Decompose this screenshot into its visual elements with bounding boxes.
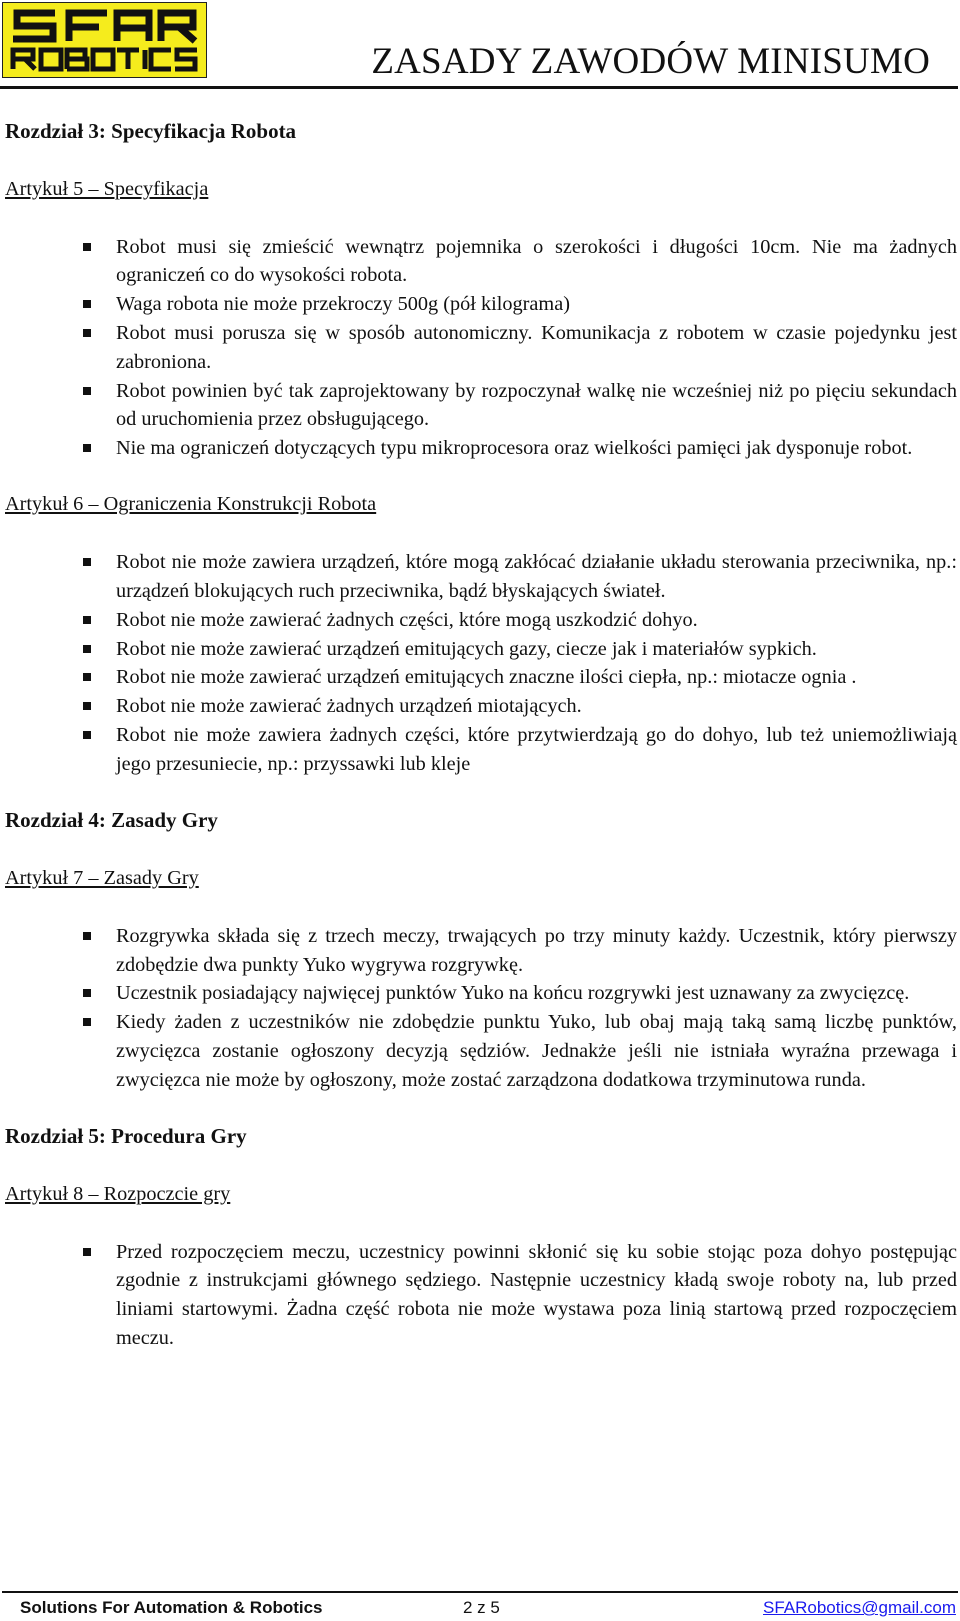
page-number: 2 z 5 [463,1598,500,1617]
logo-graphic [3,3,206,77]
list-item [5,606,957,635]
list-item [5,434,957,463]
bullet-icon [83,989,91,997]
list-item [5,548,957,606]
bullet-icon [83,616,91,624]
list-item-text: Robot nie może zawierać żadnych części, które mogą uszkodzić dohyo. [116,608,698,631]
list-item-text: Nie ma ograniczeń dotyczących typu mikroprocesora oraz wielkości pamięci jak dysponuje robot. [116,437,913,460]
list-item-text: Robot nie może zawiera żadnych części, które przytwierdzają go do dohyo, lub też uniemożliwiają jego przesuniecie, np.: przyssawki lub kleje [116,724,957,775]
list-item [5,663,957,692]
company-logo [2,2,207,78]
list-item-text: Robot musi się zmieścić wewnątrz pojemnika o szerokości i długości 10cm. Nie ma żadnych ograniczeń co do wysokości robota. [116,235,957,287]
article-heading: Artykuł 6 – Ograniczenia Konstrukcji Robota [5,493,377,516]
list-item [5,922,957,980]
chapter-heading: Rozdział 3: Specyfikacja Robota [5,119,297,143]
list-item [5,290,957,319]
bullet-list [5,922,957,1095]
spacer [5,1151,957,1180]
list-item-text: Robot nie może zawiera urządzeń, które mogą zakłócać działanie układu sterowania przeciwnika, np.: urządzeń blokujących ruch przeciwnika, bądź błyskających świateł. [116,551,957,603]
bullet-icon [83,1018,91,1026]
bullet-list [5,233,957,463]
chapter-heading: Rozdział 5: Procedura Gry [5,1124,247,1149]
list-item-text: Robot musi porusza się w sposób autonomiczny. Komunikacja z robotem w czasie pojedynku jest zabroniona. [116,321,957,373]
spacer [5,893,957,922]
article-heading: Artykuł 8 – Rozpoczcie gry [5,1182,231,1205]
spacer [5,204,957,233]
document-title: ZASADY ZAWODÓW MINISUMO [371,41,930,82]
article-heading: Artykuł 5 – Specyfikacja [5,177,209,200]
spacer [5,1209,957,1238]
list-item-text: Robot nie może zawierać żadnych urządzeń miotających. [116,695,582,718]
document-body [5,117,957,1353]
chapter-heading: Rozdział 4: Zasady Gry [5,808,218,833]
article-heading: Artykuł 7 – Zasady Gry [5,866,199,889]
list-item [5,1008,957,1094]
list-item [5,233,957,291]
bullet-icon [83,932,91,940]
bullet-icon [83,387,91,395]
spacer [5,146,957,175]
bullet-icon [83,300,91,308]
list-item [5,979,957,1008]
spacer [5,779,957,807]
bullet-icon [83,444,91,452]
bullet-icon [83,1248,91,1256]
spacer [5,463,957,491]
bullet-icon [83,243,91,251]
bullet-icon [83,558,91,566]
footer-divider [2,1591,958,1593]
spacer [5,519,957,548]
list-item-text: Rozgrywka składa się z trzech meczy, trwających po trzy minuty każdy. Uczestnik, który pierwszy zdobędzie dwa punkty Yuko wygrywa rozgrywkę. [116,924,957,976]
list-item [5,721,957,779]
header-divider [0,86,958,89]
bullet-icon [83,731,91,739]
footer-email-link[interactable]: SFARobotics@gmail.com [763,1598,956,1617]
list-item-text: Przed rozpoczęciem meczu, uczestnicy powinni skłonić się ku sobie stojąc poza dohyo postępując zgodnie z instrukcjami głównego sędziego. Następnie uczestnicy kładą swoje roboty na, lub przed liniami startowymi. Żadna część robota nie może wystawa poza linią startową przed rozpoczęciem meczu. [116,1240,957,1349]
list-item-text: Robot nie może zawierać urządzeń emitujących gazy, ciecze jak i materiałów sypkich. [116,637,817,660]
bullet-icon [83,645,91,653]
list-item [5,1238,957,1353]
footer-company: Solutions For Automation & Robotics [20,1598,323,1617]
spacer [5,835,957,864]
bullet-list [5,1238,957,1353]
list-item-text: Waga robota nie może przekroczy 500g (pół kilograma) [116,293,570,316]
list-item-text: Robot powinien być tak zaprojektowany by rozpoczynał walkę nie wcześniej niż po pięciu sekundach od uruchomienia przez obsługującego. [116,379,957,431]
list-item-text: Kiedy żaden z uczestników nie zdobędzie punktu Yuko, lub obaj mają taką samą liczbę punktów, zwycięzca zostanie ogłoszony decyzją sędziów. Jednakże jeśli nie istniała wyraźna przewaga i zwycięzca nie może by ogłoszony, może zostać zarządzona dodatkowa trzyminutowa runda. [116,1011,957,1091]
bullet-icon [83,702,91,710]
bullet-list [5,548,957,778]
list-item [5,635,957,664]
list-item-text: Robot nie może zawierać urządzeń emitujących znaczne ilości ciepła, np.: miotacze ognia . [116,666,857,689]
bullet-icon [83,673,91,681]
list-item [5,692,957,721]
page-footer [20,1598,956,1620]
list-item [5,377,957,435]
list-item-text: Uczestnik posiadający najwięcej punktów Yuko na końcu rozgrywki jest uznawany za zwycięzcę. [116,982,910,1005]
spacer [5,1095,957,1123]
list-item [5,319,957,377]
bullet-icon [83,329,91,337]
